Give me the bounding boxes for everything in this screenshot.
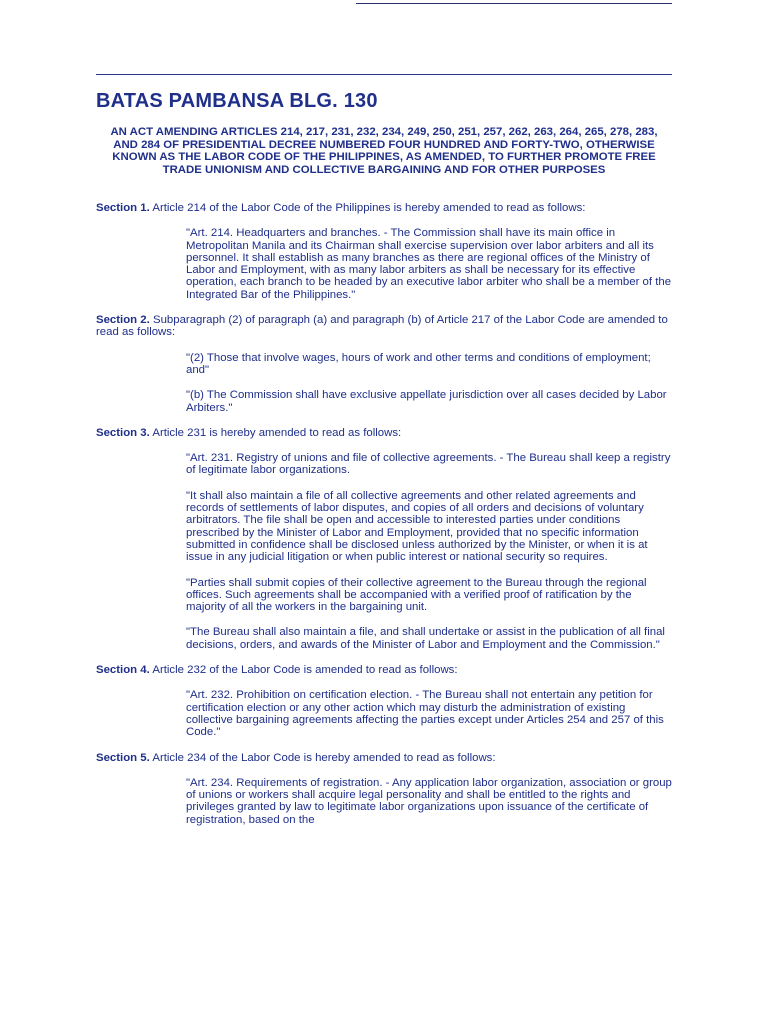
- section-5: [96, 752, 672, 764]
- title-divider: [96, 74, 672, 75]
- section-text: Article 234 of the Labor Code is hereby amended to read as follows:: [149, 751, 496, 764]
- section-3: [96, 427, 672, 439]
- quoted-article: "Art. 214. Headquarters and branches. - The Commission shall have its main office in Metropolitan Manila and its Chairman shall exercise supervision over labor arbiters and all its personnel. It shall establish as many branches as there are regional offices of the Ministry of Labor and Employment, with as many labor arbiters as shall be necessary for its effective operation, each branch to be headed by an executive labor arbiter who shall be a member of the Integrated Bar of the Philippines.": [186, 227, 672, 301]
- section-text: Article 232 of the Labor Code is amended to read as follows:: [149, 664, 458, 677]
- section-label: Section 1.: [96, 202, 150, 214]
- quoted-article: "The Bureau shall also maintain a file, and shall undertake or assist in the publication of all final decisions, orders, and awards of the Minister of Labor and Employment and the Commission.": [186, 626, 665, 651]
- section-2: [96, 314, 672, 339]
- quoted-article: "Art. 232. Prohibition on certification election. - The Bureau shall not entertain any petition for certification election or any other action which may disturb the administration of existing collective bargaining agreements affecting the parties except under Articles 254 and 257 of this Code.": [186, 689, 664, 739]
- section-text: Article 214 of the Labor Code of the Philippines is hereby amended to read as follows:: [149, 202, 586, 214]
- section-4: [96, 664, 672, 676]
- quoted-article: "It shall also maintain a file of all collective agreements and other related agreements and records of settlements of labor disputes, and copies of all orders and decisions of voluntary arbitrators. The file shall be open and accessible to interested parties under conditions prescribed by the Minister of Labor and Employment, provided that no specific information submitted in confidence shall be disclosed unless authorized by the Minister, or when it is at issue in any judicial litigation or when public interest or national security so requires.: [186, 489, 648, 564]
- quoted-article: "Parties shall submit copies of their collective agreement to the Bureau through the regional offices. Such agreements shall be accompanied with a verified proof of ratification by the majority of all the workers in the bargaining unit.: [186, 576, 647, 614]
- top-divider: [356, 3, 672, 4]
- document-body: [96, 202, 672, 839]
- section-text: Subparagraph (2) of paragraph (a) and paragraph (b) of Article 217 of the Labor Code are amended to read as follows:: [96, 314, 668, 339]
- section-label: Section 2.: [96, 314, 150, 327]
- quoted-article: "(2) Those that involve wages, hours of work and other terms and conditions of employment; and": [186, 351, 651, 376]
- section-text: Article 231 is hereby amended to read as follows:: [149, 426, 402, 439]
- act-subtitle: AN ACT AMENDING ARTICLES 214, 217, 231, 232, 234, 249, 250, 251, 257, 262, 263, 264, 265, 278, 283, AND 284 OF PRESIDENTIAL DECREE NUMBERED FOUR HUNDRED AND FORTY-TWO, OTHERWISE KNOWN AS THE LABOR CODE OF THE PHILIPPINES, AS AMENDED, TO FURTHER PROMOTE FREE TRADE UNIONISM AND COLLECTIVE BARGAINING AND FOR OTHER PURPOSES: [110, 126, 658, 176]
- quoted-article: "Art. 231. Registry of unions and file of collective agreements. - The Bureau shall keep a registry of legitimate labor organizations.: [186, 452, 671, 477]
- section-label: Section 5.: [96, 751, 150, 764]
- quoted-article: "(b) The Commission shall have exclusive appellate jurisdiction over all cases decided by Labor Arbiters.": [186, 389, 667, 414]
- page-title: BATAS PAMBANSA BLG. 130: [96, 90, 378, 112]
- section-label: Section 4.: [96, 664, 150, 677]
- section-1: [96, 202, 672, 214]
- quoted-article: "Art. 234. Requirements of registration. - Any application labor organization, association or group of unions or workers shall acquire legal personality and shall be entitled to the rights and privileges granted by law to legitimate labor organizations upon issuance of the certificate of registration, based on the: [186, 776, 672, 826]
- section-label: Section 3.: [96, 426, 150, 439]
